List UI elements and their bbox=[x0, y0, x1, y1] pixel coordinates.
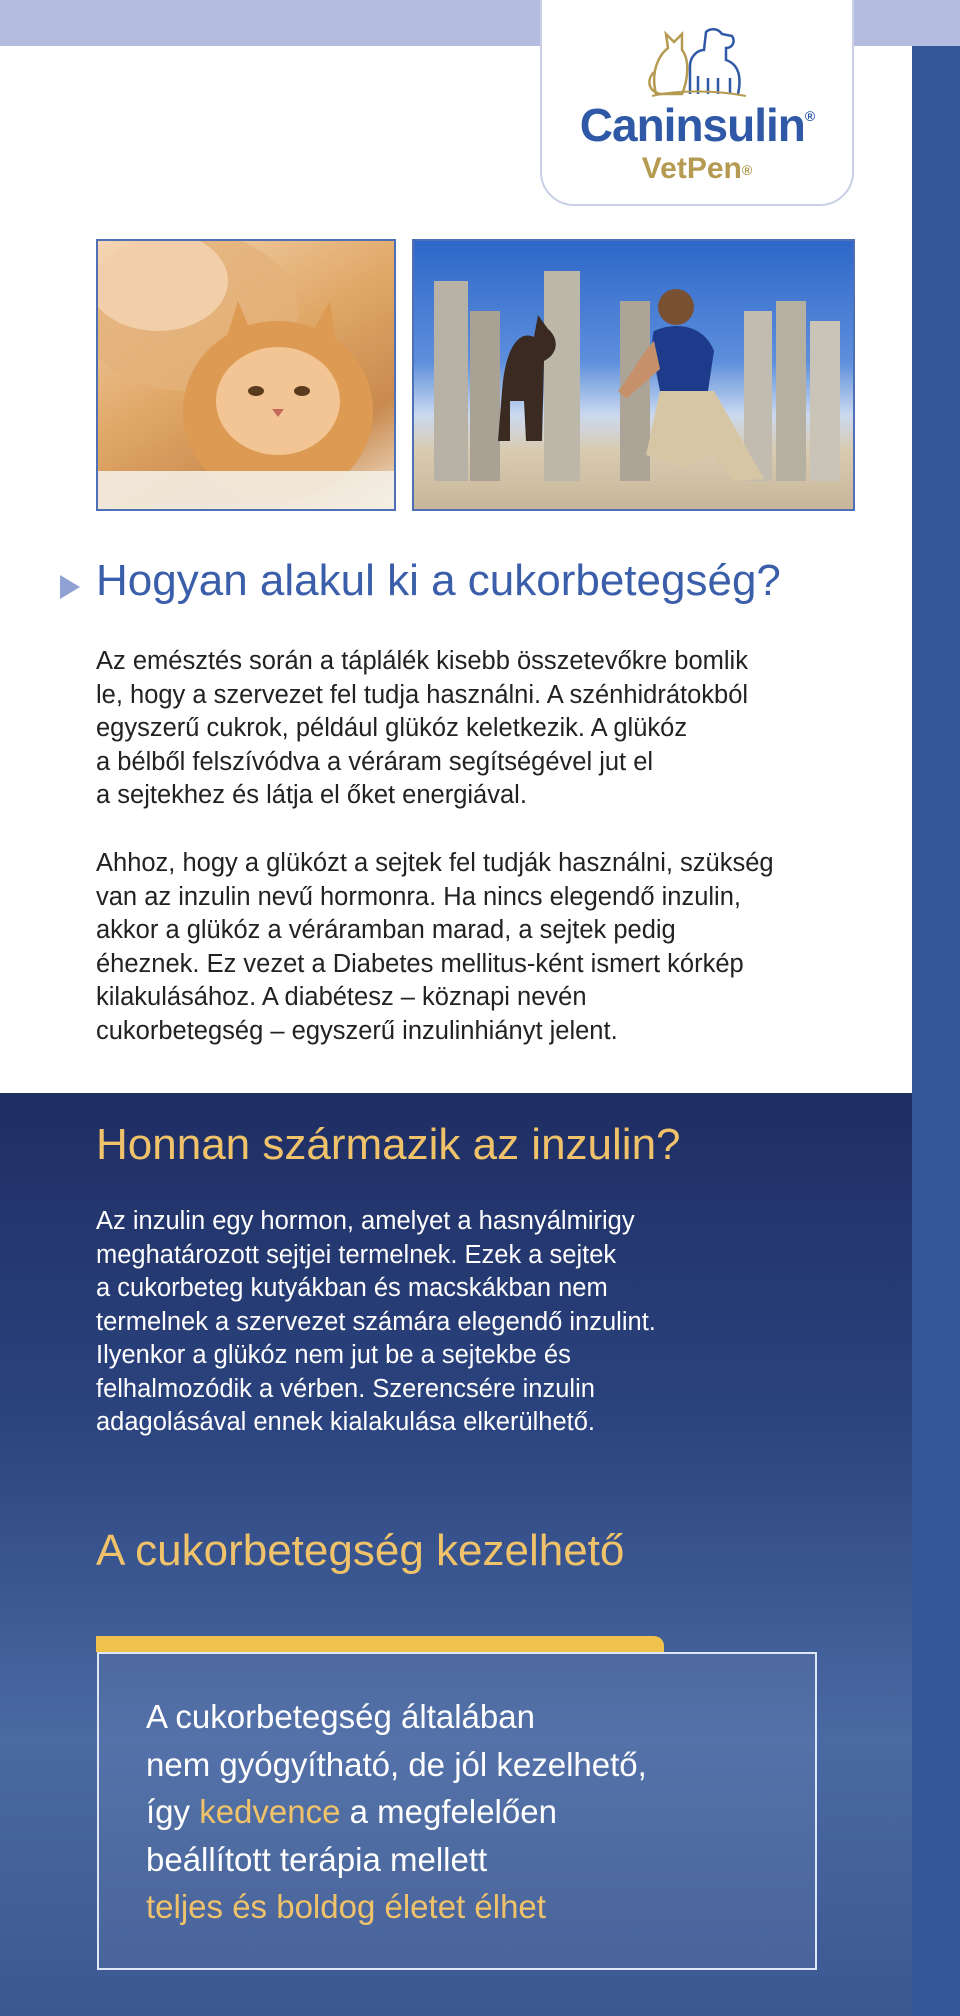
text-line: van az inzulin nevű hormonra. Ha nincs elegendő inzulin, bbox=[96, 882, 741, 911]
registered-mark: ® bbox=[741, 162, 753, 178]
text-line: a cukorbeteg kutyákban és macskákban nem bbox=[96, 1274, 608, 1302]
brand-name-text: Caninsulin bbox=[579, 99, 805, 151]
text-line: cukorbetegség – egyszerű inzulinhiányt jelent. bbox=[96, 1016, 618, 1045]
quote-line: beállított terápia mellett bbox=[146, 1840, 488, 1878]
text-line: le, hogy a szervezet fel tudja használni. A szénhidrátokból bbox=[96, 680, 749, 709]
highlight-quote bbox=[146, 1693, 647, 1931]
text-line: felhalmozódik a vérben. Szerencsére inzulin bbox=[96, 1374, 595, 1403]
brand-name bbox=[542, 98, 852, 152]
registered-mark: ® bbox=[804, 108, 815, 124]
text-line: Ahhoz, hogy a glükózt a sejtek fel tudják használni, szükség bbox=[96, 849, 774, 877]
text-line: a bélből felszívódva a véráram segítségével jut el bbox=[96, 747, 654, 776]
gold-accent-bar bbox=[96, 1636, 664, 1652]
quote-line: nem gyógyítható, de jól kezelhető, bbox=[146, 1745, 647, 1783]
quote-line: A cukorbetegség általában bbox=[146, 1698, 535, 1735]
text-line: Az emésztés során a táplálék kisebb összetevőkre bomlik bbox=[96, 647, 748, 675]
text-line: meghatározott sejtjei termelnek. Ezek a sejtek bbox=[96, 1240, 617, 1269]
section-heading-insulin-origin: Honnan származik az inzulin? bbox=[96, 1120, 681, 1169]
right-stripe bbox=[912, 46, 960, 2016]
text-line: Ilyenkor a glükóz nem jut be a sejtekbe és bbox=[96, 1341, 571, 1369]
brand-subtitle-text: VetPen bbox=[641, 152, 742, 185]
quote-text: így bbox=[146, 1793, 200, 1830]
woman-with-cat-photo bbox=[96, 239, 396, 511]
paragraph-insulin-origin bbox=[96, 1205, 886, 1440]
text-line: akkor a glükóz a véráramban marad, a sejtek pedig bbox=[96, 916, 676, 944]
cat-photo-illustration bbox=[98, 241, 394, 509]
section-heading-treatable: A cukorbetegség kezelhető bbox=[96, 1526, 625, 1575]
cat-and-dog-logo-icon bbox=[646, 20, 750, 98]
brand-logo bbox=[540, 0, 854, 206]
text-line: Az inzulin egy hormon, amelyet a hasnyálmirigy bbox=[96, 1207, 635, 1235]
paragraph-digestion bbox=[96, 645, 886, 813]
text-line: a sejtekhez és látja el őket energiával. bbox=[96, 781, 527, 809]
section-heading-how-diabetes-develops: Hogyan alakul ki a cukorbetegség? bbox=[96, 556, 781, 605]
text-line: adagolásával ennek kialakulása elkerülhető. bbox=[96, 1408, 596, 1436]
paragraph-insulin-need bbox=[96, 847, 886, 1048]
dog-photo-illustration bbox=[414, 241, 853, 509]
quote-highlight: kedvence bbox=[199, 1793, 341, 1830]
text-line: egyszerű cukrok, például glükóz keletkezik. A glükóz bbox=[96, 714, 688, 742]
quote-line bbox=[146, 1788, 647, 1836]
text-line: termelnek a szervezet számára elegendő inzulint. bbox=[96, 1307, 656, 1336]
brand-subtitle bbox=[542, 152, 852, 186]
text-line: kilakulásához. A diabétesz – köznapi nevén bbox=[96, 983, 587, 1011]
quote-text: a megfelelően bbox=[340, 1793, 557, 1830]
quote-line-highlight: teljes és boldog életet élhet bbox=[146, 1888, 546, 1925]
man-with-dog-on-beach-photo bbox=[412, 239, 855, 511]
bullet-triangle-icon bbox=[60, 575, 80, 599]
text-line: éheznek. Ez vezet a Diabetes mellitus-ként ismert kórkép bbox=[96, 949, 744, 978]
